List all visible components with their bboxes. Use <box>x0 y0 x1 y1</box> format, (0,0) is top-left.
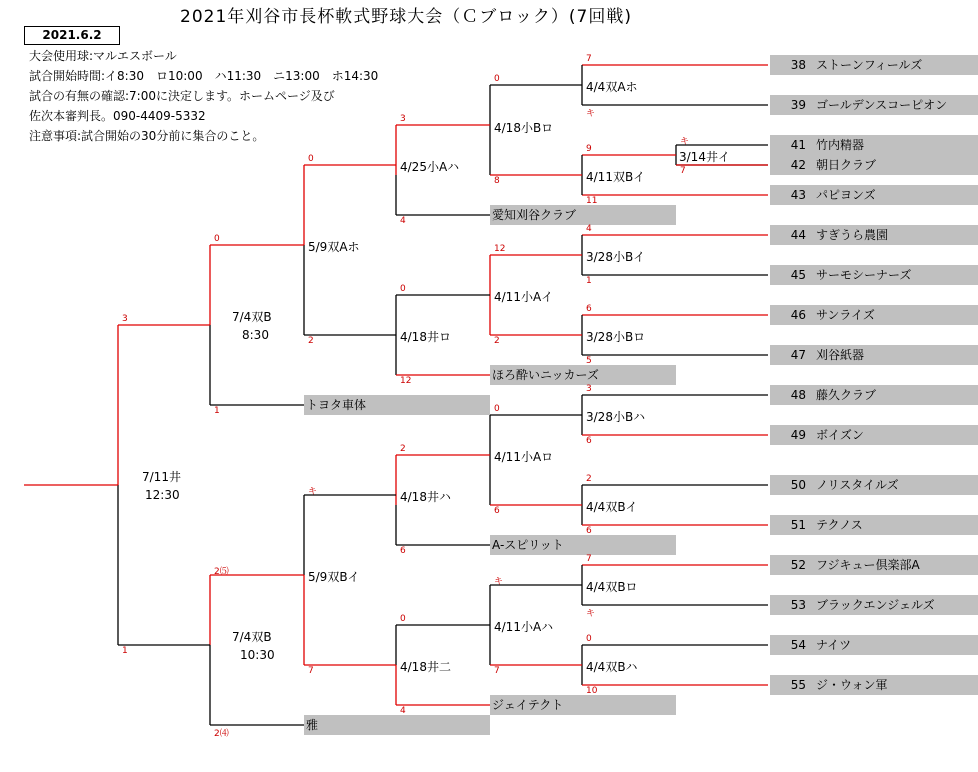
score: 12 <box>494 244 506 254</box>
team-number: 41 <box>790 138 806 152</box>
team-number: 55 <box>790 678 806 692</box>
score: キ <box>586 109 596 119</box>
score: 7 <box>494 666 500 676</box>
score: 7 <box>586 554 592 564</box>
score: 0 <box>494 74 500 84</box>
score: 2 <box>586 474 592 484</box>
match-label: 5/9双Aホ <box>308 240 360 254</box>
match-label: 4/18井二 <box>400 660 451 674</box>
info-line: 佐次本審判長。090-4409-5332 <box>29 109 206 123</box>
seeded-team: 雅 <box>304 715 490 735</box>
score: 0 <box>400 614 406 624</box>
team-row <box>770 635 978 655</box>
team-number: 49 <box>790 428 806 442</box>
match-label: 4/25小Aハ <box>400 160 460 174</box>
team-row <box>770 155 978 175</box>
team-name: サンライズ <box>816 308 875 322</box>
team-number: 38 <box>790 58 806 72</box>
bracket-line <box>396 505 490 545</box>
bracket-line <box>396 175 490 215</box>
score: 6 <box>586 436 592 446</box>
team-name: 刈谷紙器 <box>816 348 865 362</box>
score: 5 <box>586 356 592 366</box>
match-label: 4/11双Bイ <box>586 170 646 184</box>
bracket-line <box>304 245 396 335</box>
team-name: ナイツ <box>816 638 852 652</box>
team-number: 46 <box>790 308 806 322</box>
score: 10 <box>586 686 598 696</box>
score: 6 <box>494 506 500 516</box>
match-label: 4/11小Aロ <box>494 450 554 464</box>
score: 6 <box>586 304 592 314</box>
match-label: 4/18井ハ <box>400 490 451 504</box>
team-name: ボイズン <box>816 428 864 442</box>
match-label: 4/18小Bロ <box>494 121 554 135</box>
score: 1 <box>214 406 220 416</box>
score: 12 <box>400 376 412 386</box>
match-label: 5/9双Bイ <box>308 570 360 584</box>
team-number: 53 <box>790 598 806 612</box>
team-row <box>770 265 978 285</box>
score: 6 <box>586 526 592 536</box>
score: 7 <box>586 54 592 64</box>
score: 1 <box>122 646 128 656</box>
match-label: 7/4双B <box>232 630 272 644</box>
bracket-line <box>304 165 396 245</box>
score: 2 <box>400 444 406 454</box>
score: 8 <box>494 176 500 186</box>
team-row <box>770 675 978 695</box>
match-label: 4/4双Bロ <box>586 580 638 594</box>
team-row <box>770 425 978 445</box>
seeded-team: A-スピリット <box>490 535 676 555</box>
team-number: 48 <box>790 388 806 402</box>
score: 3 <box>400 114 406 124</box>
score: 2⑷ <box>214 729 229 739</box>
score: 2 <box>494 336 500 346</box>
team-row <box>770 555 978 575</box>
team-row <box>770 595 978 615</box>
score: キ <box>586 609 596 619</box>
seeded-team: トヨタ車体 <box>304 395 490 415</box>
score: 0 <box>494 404 500 414</box>
team-row <box>770 305 978 325</box>
score: 4 <box>400 216 406 226</box>
team-row <box>770 515 978 535</box>
date-box: 2021.6.2 <box>24 26 120 45</box>
team-number: 45 <box>790 268 806 282</box>
team-name: テクノス <box>816 518 863 532</box>
bracket-line <box>304 575 396 665</box>
match-label: 4/18井ロ <box>400 330 451 344</box>
team-number: 51 <box>790 518 806 532</box>
team-name: ストーンフィールズ <box>816 58 923 72</box>
team-name: ゴールデンスコーピオン <box>816 98 948 112</box>
score: 0 <box>586 634 592 644</box>
team-name: ノリスタイルズ <box>816 478 899 492</box>
score: 1 <box>586 276 592 286</box>
team-number: 43 <box>790 188 806 202</box>
seeded-team: ジェイテクト <box>490 695 676 715</box>
team-row <box>770 385 978 405</box>
score: 2 <box>308 336 314 346</box>
score: 0 <box>214 234 220 244</box>
team-number: 52 <box>790 558 806 572</box>
team-name: ブラックエンジェルズ <box>816 598 935 612</box>
score: 6 <box>400 546 406 556</box>
score: キ <box>308 487 318 497</box>
team-name: サーモシーナーズ <box>816 268 912 282</box>
team-row <box>770 55 978 75</box>
match-label: 3/28小Bハ <box>586 410 646 424</box>
team-number: 42 <box>790 158 806 172</box>
seeded-team: 愛知刈谷クラブ <box>490 205 676 225</box>
team-number: 54 <box>790 638 806 652</box>
info-line: 試合開始時間:イ8:30 ロ10:00 ハ11:30 ニ13:00 ホ14:30 <box>29 69 379 83</box>
score: 3 <box>586 384 592 394</box>
score: 7 <box>680 166 686 176</box>
match-label: 4/4双Aホ <box>586 80 638 94</box>
team-name: すぎうら農園 <box>816 228 889 242</box>
score: 0 <box>308 154 314 164</box>
team-row <box>770 95 978 115</box>
seeded-team: ほろ酔いニッカーズ <box>490 365 676 385</box>
score: 0 <box>400 284 406 294</box>
match-time: 10:30 <box>240 648 275 662</box>
info-line: 試合の有無の確認:7:00に決定します。ホームページ及び <box>29 89 335 103</box>
bracket-line <box>304 495 396 575</box>
score: 2⑸ <box>214 567 229 577</box>
score: 4 <box>400 706 406 716</box>
team-row <box>770 185 978 205</box>
match-label: 4/11小Aハ <box>494 620 554 634</box>
score: 11 <box>586 196 598 206</box>
score: 7 <box>308 666 314 676</box>
score: 3 <box>122 314 128 324</box>
team-name: パピヨンズ <box>816 188 876 202</box>
team-number: 47 <box>790 348 806 362</box>
match-label: 4/11小Aイ <box>494 290 554 304</box>
match-label: 4/4双Bイ <box>586 500 638 514</box>
match-time: 8:30 <box>242 328 269 342</box>
match-label: 3/28小Bイ <box>586 250 646 264</box>
match-label: 3/28小Bロ <box>586 330 646 344</box>
match-label: 3/14井イ <box>679 150 730 164</box>
team-row <box>770 135 978 155</box>
team-name: 朝日クラブ <box>816 158 877 172</box>
team-name: フジキュー倶楽部A <box>816 558 920 572</box>
team-number: 39 <box>790 98 806 112</box>
info-line: 注意事項:試合開始の30分前に集合のこと。 <box>29 129 265 143</box>
team-row <box>770 345 978 365</box>
team-name: 藤久クラブ <box>816 388 877 402</box>
final-label: 7/11井 <box>142 470 181 484</box>
page-title: 2021年刈谷市長杯軟式野球大会（Ｃブロック）(7回戦) <box>180 7 633 27</box>
team-row <box>770 475 978 495</box>
team-number: 50 <box>790 478 806 492</box>
score: キ <box>494 577 504 587</box>
team-number: 44 <box>790 228 806 242</box>
score: キ <box>680 137 690 147</box>
bracket-line <box>118 325 210 485</box>
final-time: 12:30 <box>145 488 180 502</box>
info-line: 大会使用球:マルエスボール <box>29 49 177 63</box>
team-name: 竹内精器 <box>816 138 865 152</box>
bracket-line <box>118 485 210 645</box>
team-name: ジ・ウォン軍 <box>816 678 888 692</box>
match-label: 4/4双Bハ <box>586 660 638 674</box>
score: 4 <box>586 224 592 234</box>
team-row <box>770 225 978 245</box>
score: 9 <box>586 144 592 154</box>
match-label: 7/4双B <box>232 310 272 324</box>
